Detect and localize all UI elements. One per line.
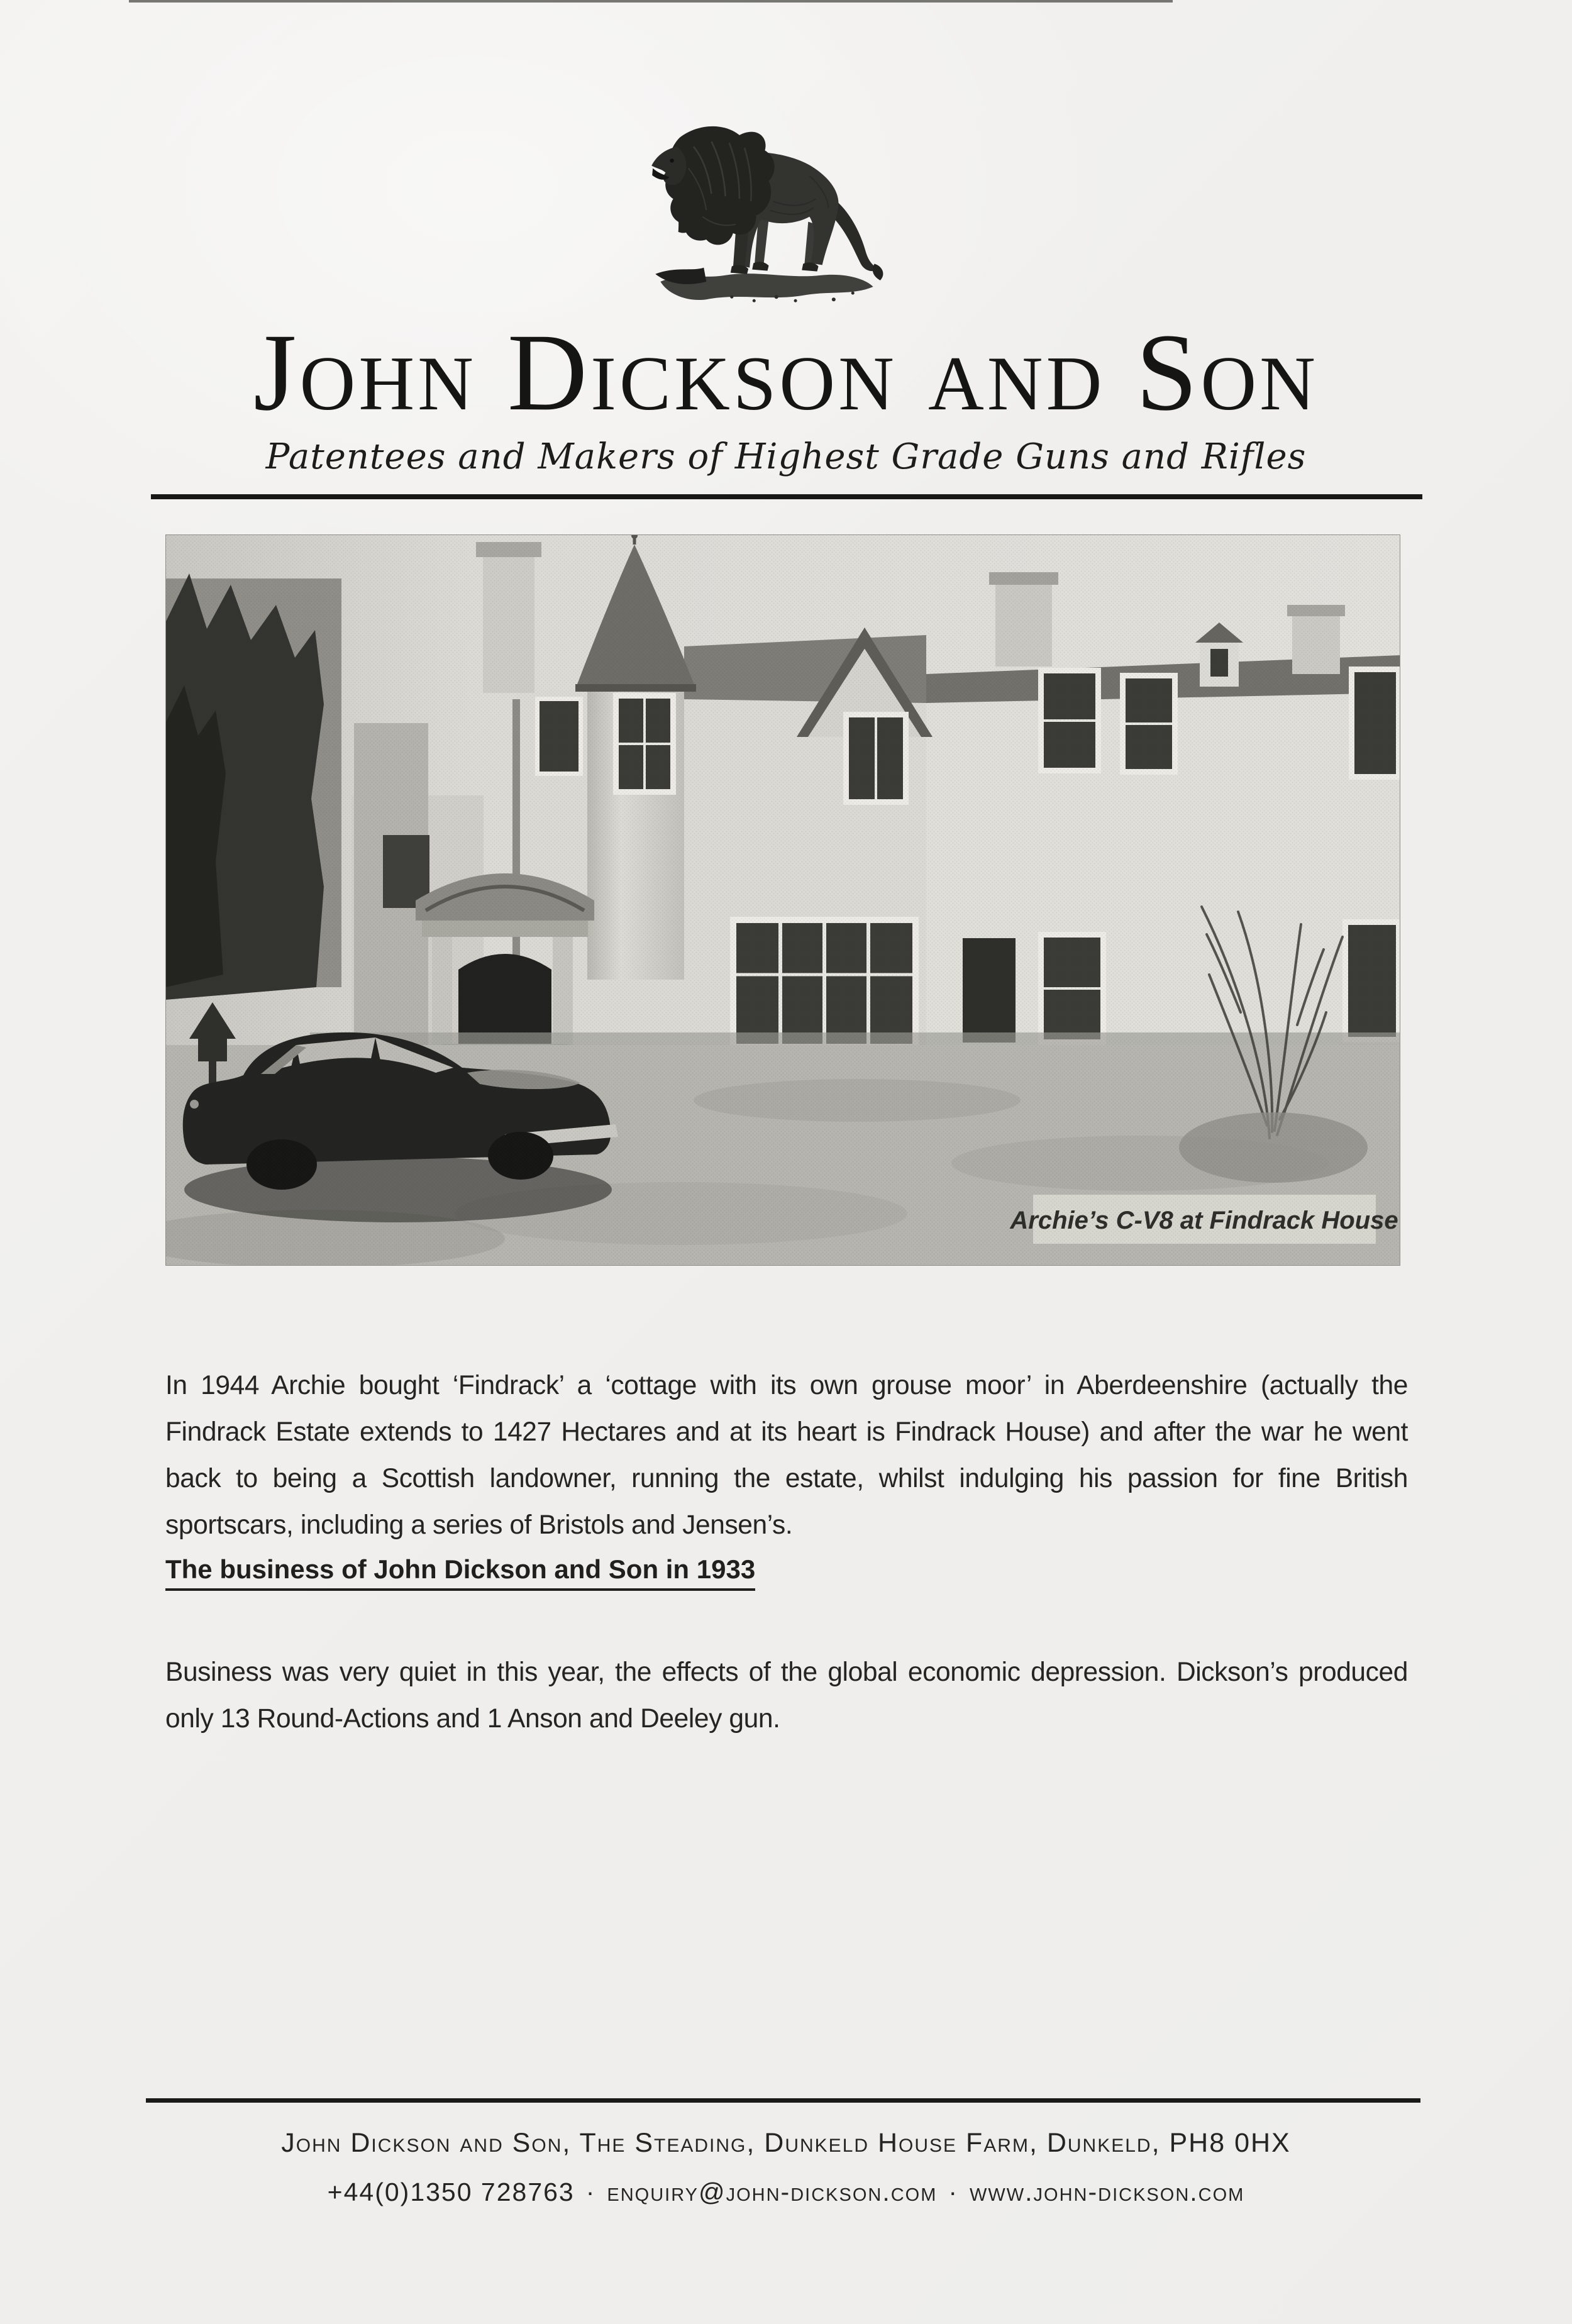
footer-rule: [146, 2098, 1420, 2103]
footer-email: enquiry@john-dickson.com: [607, 2177, 938, 2206]
lion-logo-icon: [643, 114, 891, 313]
footer-address: John Dickson and Son, The Steading, Dunkeld House Farm, Dunkeld, PH8 0HX: [281, 2128, 1291, 2158]
page-title: John Dickson and Son: [253, 311, 1319, 434]
header-rule: [151, 494, 1422, 499]
scan-artifact-top-edge: [129, 0, 1173, 3]
footer-separator: ·: [585, 2177, 596, 2206]
footer-website: www.john-dickson.com: [970, 2177, 1245, 2206]
tagline: Patentees and Makers of Highest Grade Guns and Rifles: [265, 436, 1307, 477]
section-heading-1933: [165, 1554, 755, 1585]
body-paragraph-business-1933: Business was very quiet in this year, the effects of the global economic depression. Dickson’s produced only 13 Round-Actions and 1 Anson and Deeley gun.: [165, 1657, 1408, 1734]
body-paragraph-findrack: In 1944 Archie bought ‘Findrack’ a ‘cottage with its own grouse moor’ in Aberdeenshire (actually the Findrack Estate extends to 1427 Hectares and at its heart is Findrack House) and after the war he went back to being a Scottish landowner, running the estate, whilst indulging his passion for fine British sportscars, including a series of Bristols and Jensen’s.: [165, 1370, 1408, 1540]
footer-phone: +44(0)1350 728763: [327, 2177, 575, 2206]
footer-separator: ·: [948, 2177, 959, 2206]
footer-contact-line: [0, 2177, 1572, 2207]
section-heading-text: The business of John Dickson and Son in 1933: [165, 1554, 755, 1591]
findrack-house-photo: [165, 534, 1400, 1266]
photo-halftone-overlay: [165, 534, 1400, 1266]
